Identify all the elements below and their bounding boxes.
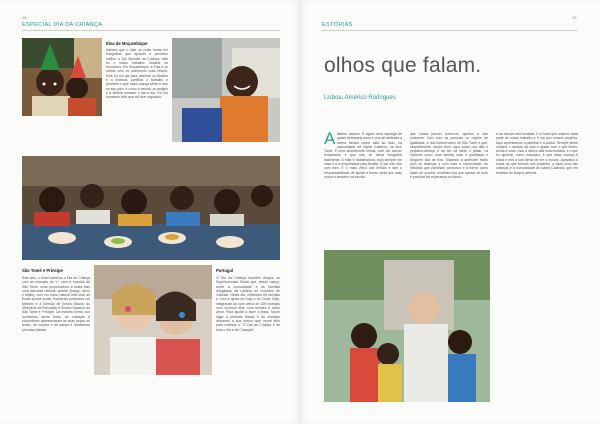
page-number-right: 19 bbox=[572, 15, 577, 20]
article-column-2: que nunca pensei conhecer, ajudam a não conhecer. Vivo com as pessoas no regime de igualdade, e nós somos todos de São Tomé e que, simplesmente, assim bem. Aqui todos nos dão o pequeno-almoço e ao fim da tarde o jantar. Lá vivemos como uma família, tudo é partilhado e ninguém fica de fora. Estamos a aprender muito com as crianças e com toda a comunidade. As histórias que partilham connosco e a forma como falam de sonhos, mostram-nos que apesar de tudo é possível ter esperança no futuro. bbox=[410, 132, 488, 179]
article-byline: Lisboa, Américo Rodrigues bbox=[324, 95, 396, 101]
photo-author-with-children-image bbox=[324, 250, 490, 402]
section-divider-left bbox=[22, 30, 280, 31]
mozambique-heading: Elsa de Moçambique bbox=[106, 41, 148, 46]
photo-children-eating-image bbox=[22, 156, 280, 260]
photo-children-party-hats-image bbox=[22, 38, 102, 116]
photo-children-eating bbox=[22, 156, 280, 260]
article-headline: olhos que falam. bbox=[324, 54, 482, 77]
stp-body: Este ano, o Hotel celebrou o Dia da Criança com as crianças do 1.º ciclo e escolas de São Tomé, onde proporcionou a todas elas uma deliciosa refeição quente (frango, arroz e feijão), com um sumo natural feito com as frutas típicas locais. Estiveram presentes um Ministro e a Direção de Ensino Básico do Ministério da Educação e Ensino Superior de São Tomé e Príncipe. Da mesma forma, nos momentos desta festa, as crianças e educadores apresentaram as suas peças de teatro, de música e de dança e receberam prendas infantis. bbox=[22, 276, 90, 332]
stp-heading: São Tomé e Príncipe bbox=[22, 268, 63, 273]
drop-cap: A bbox=[324, 132, 336, 148]
mozambique-body: Sabiam que o líder se pode tornar em fotografias que ajudam a perceber melhor o Dia Mundial da Criança, este foi o nosso trabalho: mostrar os encontros. Em Moçambique, a Elsa e os outros com os momentos mais felizes. Este foi um dia para celebrar os direitos e a infância, partilhar o trabalho e perceber o que cada criança sente e vive no seu país, e como a escola, os amigos e a família marcam o dia a dia. Foi um momento feliz que vai ficar registado. bbox=[106, 48, 168, 100]
photo-child-smiling bbox=[172, 38, 280, 142]
section-title-left: ESPECIAL DIA DA CRIANÇA bbox=[22, 22, 103, 28]
page-number-left: 18 bbox=[22, 15, 27, 20]
article-column-1-text: lfabeto nasceu. É agora uma rapariga de quase dezasseis anos e vive ali centrada a minha família numa sala ao lado, na comunidade de Santa Catarina, na ilha, Tomé. E uma adolescente tímida, com um sorriso encantador e que não se deixa fotografar facilmente. A mãe é trabalhadora, está sempre em casa e é a responsável pela família. O pai não vive com eles. É o mais velho dos irmãos e tem a responsabilidade de ajudar a tomar conta dos mais novos e também na escola. bbox=[324, 132, 402, 179]
section-divider-right bbox=[322, 30, 578, 31]
photo-girls-face-paint bbox=[94, 265, 212, 375]
photo-child-smiling-image bbox=[172, 38, 280, 142]
photo-children-party-hats bbox=[22, 38, 102, 116]
article-column-1 bbox=[324, 132, 402, 244]
portugal-body: O Dia da Criança também chegou ao Supermercado Social que, desde março, serve a comunidade e as famílias refugiadas da Ucrânia no concelho de Cascais. Nesta dia, estiveram 65 famílias e, com a ajuda da Galp e do Clube Galp, integraram-se com cerca de 200 crianças num convívio feliz, com brindes e muito amor. Para ajudar a fazer a festa, houve lugar a pinturas faciais e às crianças deixaram a sua marca num mural feito para celebrar o "O Dia da Criança é de todo o dia e de Crianças". bbox=[216, 276, 280, 332]
right-page bbox=[300, 0, 600, 424]
section-title-right: ESTÓRIAS bbox=[322, 22, 353, 28]
photo-author-with-children bbox=[324, 250, 490, 402]
portugal-heading: Portugal bbox=[216, 268, 233, 273]
article-column-3: e na escola está fundada. E a horta que criamos fazia parte do nosso trabalho e é um dos nossos projetos. Aqui aprendemos a partilhar e a cuidar. Sempre tentei mostrar o sentido da vida e ajudar com o que tenho. Ainda é cedo, mas a minha vida está mudada, e o que eu aprendi, como educador, é que cada criança é única e tem a sua forma de ver o mundo. Agradeço a todos os que tornam isto possível, a cada uma das crianças e à comunidade de Santa Catarina, que me recebeu de braços abertos. bbox=[496, 132, 578, 175]
photo-girls-face-paint-image bbox=[94, 265, 212, 375]
